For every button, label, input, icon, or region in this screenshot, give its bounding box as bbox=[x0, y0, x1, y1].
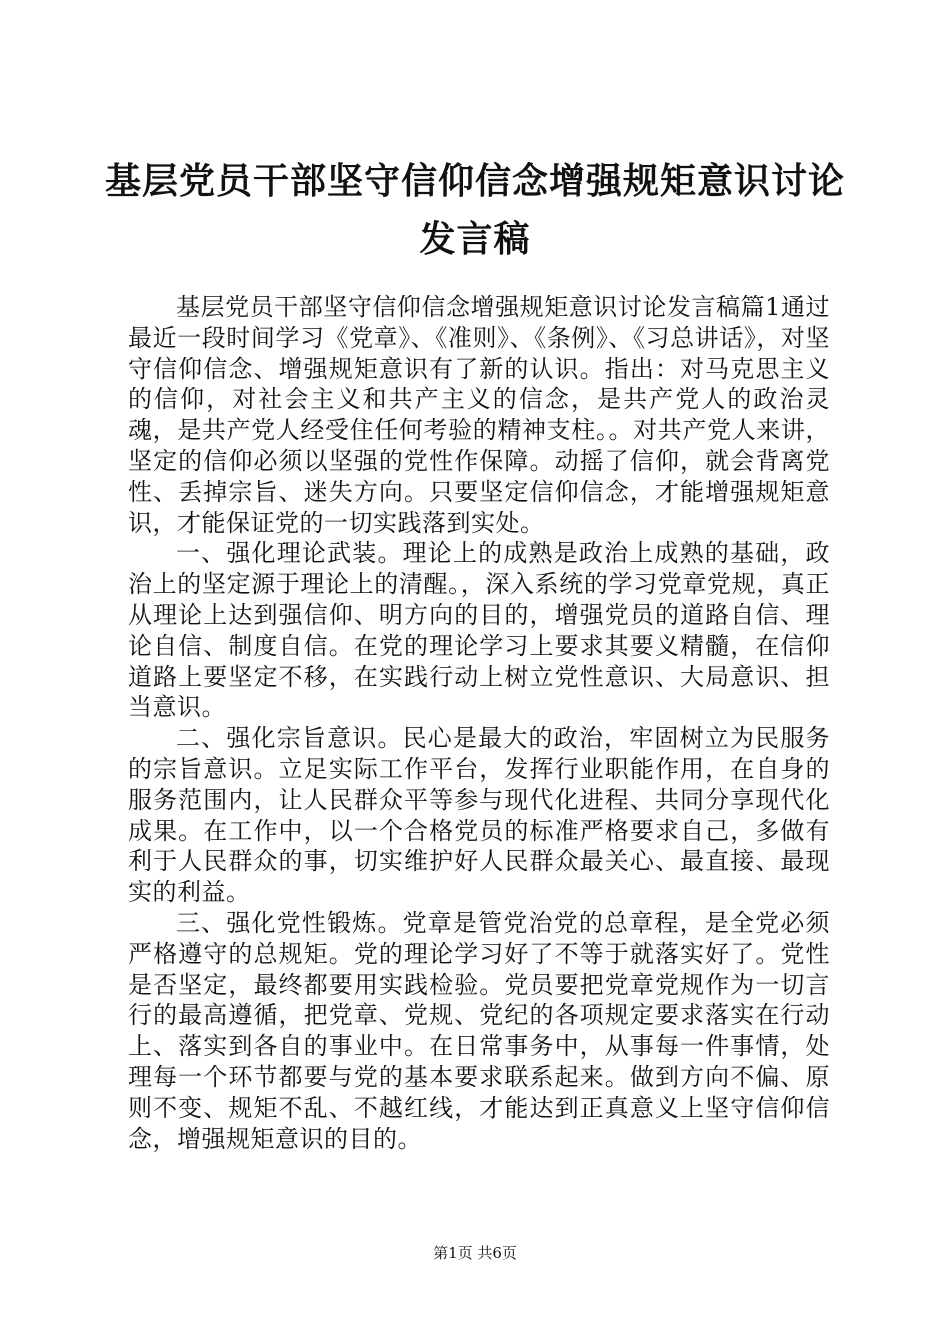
document-body bbox=[128, 292, 830, 1154]
paragraph-intro: 基层党员干部坚守信仰信念增强规矩意识讨论发言稿篇1通过最近一段时间学习《党章》、《准则》、《条例》、《习总讲话》，对坚守信仰信念、增强规矩意识有了新的认识。指出：对马克思主义的信仰，对社会主义和共产主义的信念，是共产党人的政治灵魂，是共产党人经受住任何考验的精神支柱。。对共产党人来讲，坚定的信仰必须以坚强的党性作保障。动摇了信仰，就会背离党性、丢掉宗旨、迷失方向。只要坚定信仰信念，才能增强规矩意识，才能保证党的一切实践落到实处。 bbox=[128, 293, 830, 537]
paragraph-theory: 一、强化理论武装。理论上的成熟是政治上成熟的基础，政治上的坚定源于理论上的清醒。，深入系统的学习党章党规，真正从理论上达到强信仰、明方向的目的，增强党员的道路自信、理论自信、制度自信。在党的理论学习上要求其要义精髓，在信仰道路上要坚定不移，在实践行动上树立党性意识、大局意识、担当意识。 bbox=[128, 539, 830, 722]
paragraph-purpose: 二、强化宗旨意识。民心是最大的政治，牢固树立为民服务的宗旨意识。立足实际工作平台，发挥行业职能作用，在自身的服务范围内，让人民群众平等参与现代化进程、共同分享现代化成果。在工作中，以一个合格党员的标准严格要求自己，多做有利于人民群众的事，切实维护好人民群众最关心、最直接、最现实的利益。 bbox=[128, 724, 830, 907]
paragraph-party-spirit: 三、强化党性锻炼。党章是管党治党的总章程，是全党必须严格遵守的总规矩。党的理论学习好了不等于就落实好了。党性是否坚定，最终都要用实践检验。党员要把党章党规作为一切言行的最高遵循，把党章、党规、党纪的各项规定要求落实在行动上、落实到各自的事业中。在日常事务中，从事每一件事情，处理每一个环节都要与党的基本要求联系起来。做到方向不偏、原则不变、规矩不乱、不越红线，才能达到正真意义上坚守信仰信念，增强规矩意识的目的。 bbox=[128, 908, 830, 1153]
page-number-footer: 第1页 共6页 bbox=[433, 1244, 517, 1262]
document-title-line-1: 基层党员干部坚守信仰信念增强规矩意识讨论 bbox=[104, 161, 845, 202]
document-title-line-2: 发言稿 bbox=[419, 219, 531, 260]
